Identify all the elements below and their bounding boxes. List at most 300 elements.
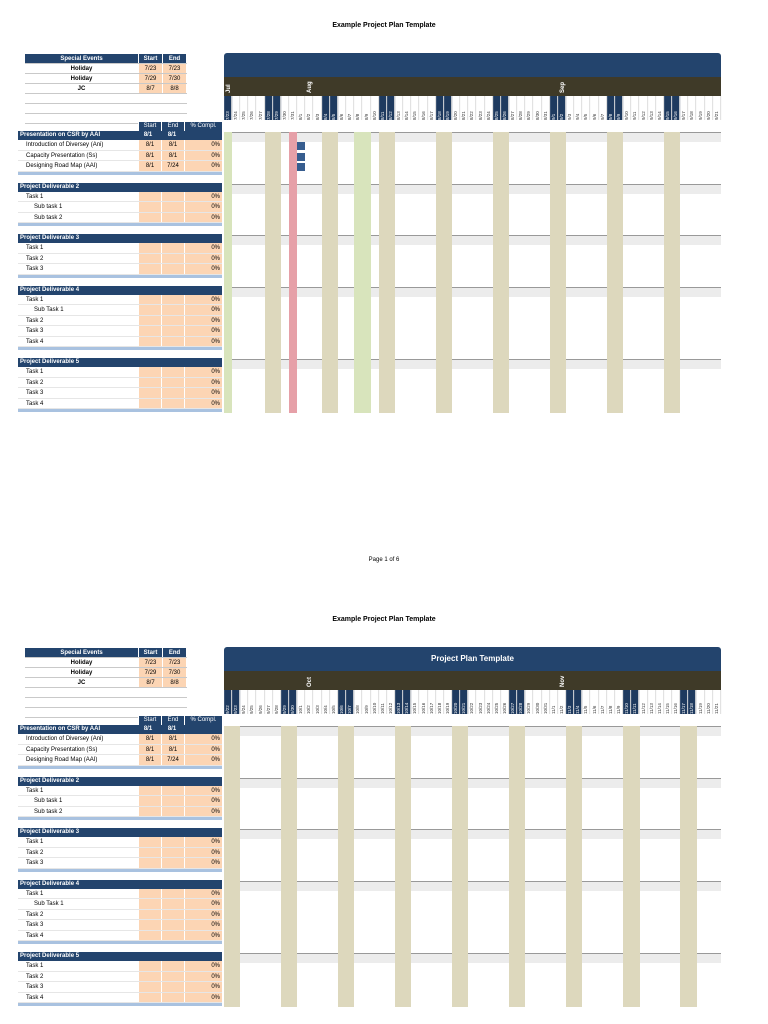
group-title: Project Deliverable 3 [20,829,80,835]
weekend-column [395,726,403,1007]
task-name: Task 3 [26,984,44,990]
weekend-column [615,132,623,413]
task-start [138,858,161,868]
group-pct [184,131,222,140]
task-start: 8/1 [138,140,161,150]
day-label: 9/11 [631,96,639,120]
gantt-chart [224,53,721,423]
task-name: Task 1 [26,890,44,897]
group-pct [184,777,222,786]
day-label: 8/12 [387,96,395,120]
task-start [138,796,161,806]
group-title-row [18,880,222,889]
task-percent: 0% [184,337,222,347]
task-end [161,786,184,796]
task-percent: 0% [184,367,222,377]
task-percent: 0% [184,755,222,765]
task-end: 8/1 [161,151,184,161]
day-label: 8/11 [379,96,387,120]
task-end [161,993,184,1003]
task-row [18,264,222,275]
task-start: 8/1 [138,745,161,755]
task-row [18,399,222,410]
events-header-name: Special Events [25,54,138,63]
group-footer [18,275,222,278]
day-label: 9/18 [688,96,696,120]
day-label: 10/30 [534,690,542,714]
holiday-column [224,132,232,413]
group-title-row [18,131,222,140]
task-end [161,399,184,409]
end-column-header: End [161,716,184,725]
event-name: JC [77,86,86,92]
task-end [161,982,184,992]
group-title: Project Deliverable 3 [20,235,80,241]
day-label: 11/5 [582,690,590,714]
day-label: 9/28 [273,690,281,714]
document-title: Example Project Plan Template [332,22,436,29]
day-label: 9/21 [713,96,721,120]
event-name: Holiday [70,670,93,676]
task-row [18,920,222,931]
day-label: 11/7 [599,690,607,714]
day-label: 8/2 [305,96,313,120]
task-end [161,305,184,315]
task-bar [297,153,305,161]
group-footer [18,223,222,226]
day-label: 11/14 [656,690,664,714]
task-column-header [138,122,222,131]
today-column [289,132,297,413]
month-label: Jul [226,84,232,93]
task-percent: 0% [184,889,222,899]
task-percent: 0% [184,786,222,796]
group-start [136,234,160,243]
day-label: 9/6 [591,96,599,120]
events-header-start: Start [138,54,162,63]
group-start [136,183,160,192]
day-label: 11/19 [697,690,705,714]
task-end [161,899,184,909]
task-start: 8/1 [138,755,161,765]
weekend-column [680,726,688,1007]
day-label: 11/11 [631,690,639,714]
task-end [161,264,184,274]
task-start: 8/1 [138,161,161,171]
day-label: 10/12 [387,690,395,714]
task-percent: 0% [184,264,222,274]
task-percent: 0% [184,213,222,223]
task-percent: 0% [184,920,222,930]
task-start [138,337,161,347]
day-label: 11/1 [550,690,558,714]
day-label: 8/28 [517,96,525,120]
event-end: 8/8 [162,84,186,93]
document-title: Example Project Plan Template [332,616,436,623]
task-name: Task 3 [26,922,44,928]
task-start [138,264,161,274]
group-title: Project Deliverable 2 [20,183,80,190]
event-name [25,698,138,707]
day-label: 11/9 [615,690,623,714]
task-end: 8/1 [161,734,184,744]
subtask-name: Sub task 2 [34,214,63,221]
day-label: 7/29 [273,96,281,120]
task-percent: 0% [184,326,222,336]
group-start [136,880,160,889]
task-row [18,140,222,151]
holiday-column [363,132,371,413]
day-label: 8/22 [468,96,476,120]
event-row-empty [25,698,187,708]
group-footer [18,817,222,820]
task-bar [297,163,305,171]
task-name: Task 1 [26,963,44,969]
day-strip [224,690,721,714]
task-percent: 0% [184,295,222,305]
day-label: 9/9 [615,96,623,120]
task-group [18,828,222,872]
task-name: Capacity Presentation (Ss) [26,152,98,159]
event-name [25,688,138,697]
event-row-empty [25,94,187,104]
weekend-column [460,726,468,1007]
subtask-name: Sub task 2 [34,808,63,815]
special-events-table [25,648,187,718]
event-end: 7/23 [162,658,186,667]
task-start [138,837,161,847]
month-strip [224,77,721,96]
group-band [224,881,721,891]
day-label: 9/23 [232,690,240,714]
day-label: 10/5 [330,690,338,714]
group-footer [18,941,222,944]
weekend-column [403,726,411,1007]
task-row [18,931,222,942]
holiday-column [354,132,362,413]
day-label: 8/9 [363,96,371,120]
day-label: 10/25 [493,690,501,714]
group-footer [18,1003,222,1006]
start-column-header: Start [138,716,161,725]
task-end [161,837,184,847]
weekend-column [558,132,566,413]
event-start: 7/23 [138,658,162,667]
task-percent: 0% [184,192,222,202]
event-start [138,698,162,707]
day-label: 10/13 [395,690,403,714]
weekend-column [493,132,501,413]
group-start: 8/1 [143,726,153,732]
day-label: 9/2 [558,96,566,120]
weekend-column [501,132,509,413]
day-label: 8/3 [314,96,322,120]
event-start: 7/23 [138,64,162,73]
event-start [138,688,162,697]
task-percent: 0% [184,796,222,806]
task-group [18,725,222,769]
group-pct [184,828,222,837]
task-name: Task 1 [26,839,44,845]
task-start [138,899,161,909]
task-start [138,305,161,315]
task-row [18,337,222,348]
task-name: Task 1 [26,296,44,303]
group-pct [184,725,222,734]
day-label: 8/18 [436,96,444,120]
task-name: Task 1 [26,369,44,375]
day-label: 8/7 [346,96,354,120]
group-start [136,952,160,961]
task-percent: 0% [184,202,222,212]
day-label: 10/28 [517,690,525,714]
task-name: Designing Road Map (AAI) [26,163,98,169]
weekend-column [322,132,330,413]
task-percent: 0% [184,858,222,868]
weekend-column [623,726,631,1007]
events-header-start: Start [138,648,162,657]
day-label: 8/6 [338,96,346,120]
day-label: 10/26 [501,690,509,714]
task-end [161,848,184,858]
task-group [18,234,222,278]
event-name: Holiday [70,66,93,72]
task-name: Introduction of Diversey (Ani) [26,142,104,148]
event-name [25,94,138,103]
day-label: 9/20 [705,96,713,120]
event-row [25,64,187,74]
day-label: 10/23 [477,690,485,714]
group-band [224,359,721,369]
task-row [18,889,222,900]
event-start: 7/29 [138,668,162,677]
task-end [161,961,184,971]
event-name [25,708,138,717]
weekend-column [631,726,639,1007]
group-end [160,777,184,786]
day-label: 7/25 [240,96,248,120]
task-start [138,367,161,377]
day-label: 9/16 [672,96,680,120]
group-band [224,778,721,788]
day-label: 9/13 [648,96,656,120]
weekend-column [379,132,387,413]
group-pct [184,952,222,961]
task-percent: 0% [184,961,222,971]
task-name: Task 4 [26,932,44,939]
group-title-row [18,183,222,192]
task-start [138,202,161,212]
task-name: Task 3 [26,390,44,396]
group-end: 8/1 [167,132,177,138]
day-label: 7/26 [248,96,256,120]
day-label: 9/3 [566,96,574,120]
weekend-column [509,726,517,1007]
day-label: 10/20 [452,690,460,714]
group-start [136,286,160,295]
end-column-header: End [161,122,184,131]
group-title-row [18,234,222,243]
group-end: 8/1 [167,726,177,732]
day-label: 9/17 [680,96,688,120]
event-end [162,104,186,113]
task-row [18,910,222,921]
task-percent: 0% [184,378,222,388]
task-start [138,848,161,858]
task-row [18,316,222,327]
task-end [161,807,184,817]
task-end [161,337,184,347]
day-label: 9/4 [574,96,582,120]
task-end [161,972,184,982]
task-name: Task 3 [26,328,44,334]
task-group [18,286,222,351]
day-label: 8/20 [452,96,460,120]
task-percent: 0% [184,972,222,982]
day-label: 9/30 [289,690,297,714]
events-header-end: End [162,648,186,657]
task-row [18,734,222,745]
task-percent: 0% [184,837,222,847]
task-percent: 0% [184,305,222,315]
gantt-chart [224,647,721,1024]
group-title-row [18,725,222,734]
group-title: Presentation on CSR by AAI [20,132,101,138]
month-label: Nov [560,675,567,687]
task-name: Task 1 [26,787,44,794]
day-label: 8/29 [525,96,533,120]
day-label: 11/6 [591,690,599,714]
task-row [18,993,222,1004]
day-label: 9/27 [265,690,273,714]
event-row [25,84,187,94]
task-group [18,358,222,412]
group-band [224,829,721,839]
task-end [161,910,184,920]
task-row [18,367,222,378]
group-title: Project Deliverable 5 [20,953,80,959]
task-percent: 0% [184,993,222,1003]
events-header-end: End [162,54,186,63]
task-percent: 0% [184,399,222,409]
task-start: 8/1 [138,151,161,161]
group-end [160,880,184,889]
day-label: 7/24 [232,96,240,120]
weekend-column [338,726,346,1007]
event-name: Holiday [70,76,93,82]
day-label: 9/7 [599,96,607,120]
task-name: Task 2 [26,255,44,262]
task-start [138,993,161,1003]
day-label: 11/15 [664,690,672,714]
event-start: 7/29 [138,74,162,83]
task-row [18,213,222,224]
group-band [224,726,721,736]
day-label: 9/25 [248,690,256,714]
group-end [160,234,184,243]
day-label: 8/27 [509,96,517,120]
task-row [18,161,222,172]
task-end: 7/24 [161,755,184,765]
event-end: 7/30 [162,74,186,83]
task-group [18,183,222,227]
subtask-name: Sub task 1 [34,798,63,804]
day-label: 10/27 [509,690,517,714]
day-label: 11/10 [623,690,631,714]
day-label: 8/24 [485,96,493,120]
events-header-row [25,54,187,64]
day-label: 8/30 [534,96,542,120]
task-percent: 0% [184,745,222,755]
day-label: 11/20 [705,690,713,714]
group-pct [184,183,222,192]
task-end [161,858,184,868]
month-label: Sep [560,81,567,93]
task-name: Task 2 [26,973,44,980]
weekend-column [330,132,338,413]
task-name: Task 2 [26,317,44,324]
group-title: Project Deliverable 5 [20,359,80,365]
task-name: Task 1 [26,245,44,251]
day-label: 11/18 [688,690,696,714]
task-start [138,972,161,982]
day-label: 8/4 [322,96,330,120]
event-end: 7/23 [162,64,186,73]
day-label: 8/17 [428,96,436,120]
percent-complete-header: % Compl. [184,122,222,131]
group-title-row [18,952,222,961]
event-row-empty [25,688,187,698]
task-percent: 0% [184,161,222,171]
start-column-header: Start [138,122,161,131]
group-end [160,952,184,961]
task-name: Task 2 [26,911,44,918]
task-list [18,725,222,1014]
event-row [25,658,187,668]
task-end [161,326,184,336]
weekend-column [224,726,232,1007]
task-start: 8/1 [138,734,161,744]
task-row [18,899,222,910]
day-label: 10/10 [371,690,379,714]
task-row [18,972,222,983]
task-column-header [138,716,222,725]
task-end [161,254,184,264]
group-footer [18,869,222,872]
task-end [161,202,184,212]
group-pct [184,234,222,243]
event-start: 8/7 [138,678,162,687]
day-label: 9/14 [656,96,664,120]
day-label: 8/19 [444,96,452,120]
task-start [138,961,161,971]
day-label: 9/10 [623,96,631,120]
task-row [18,982,222,993]
task-percent: 0% [184,151,222,161]
event-name: Holiday [70,660,93,666]
day-label: 9/26 [257,690,265,714]
day-label: 10/21 [460,690,468,714]
group-pct [184,358,222,367]
group-title-row [18,828,222,837]
month-strip [224,671,721,690]
day-label: 11/17 [680,690,688,714]
task-end: 8/1 [161,745,184,755]
task-end [161,931,184,941]
day-label: 11/16 [672,690,680,714]
day-label: 10/18 [436,690,444,714]
task-start [138,786,161,796]
